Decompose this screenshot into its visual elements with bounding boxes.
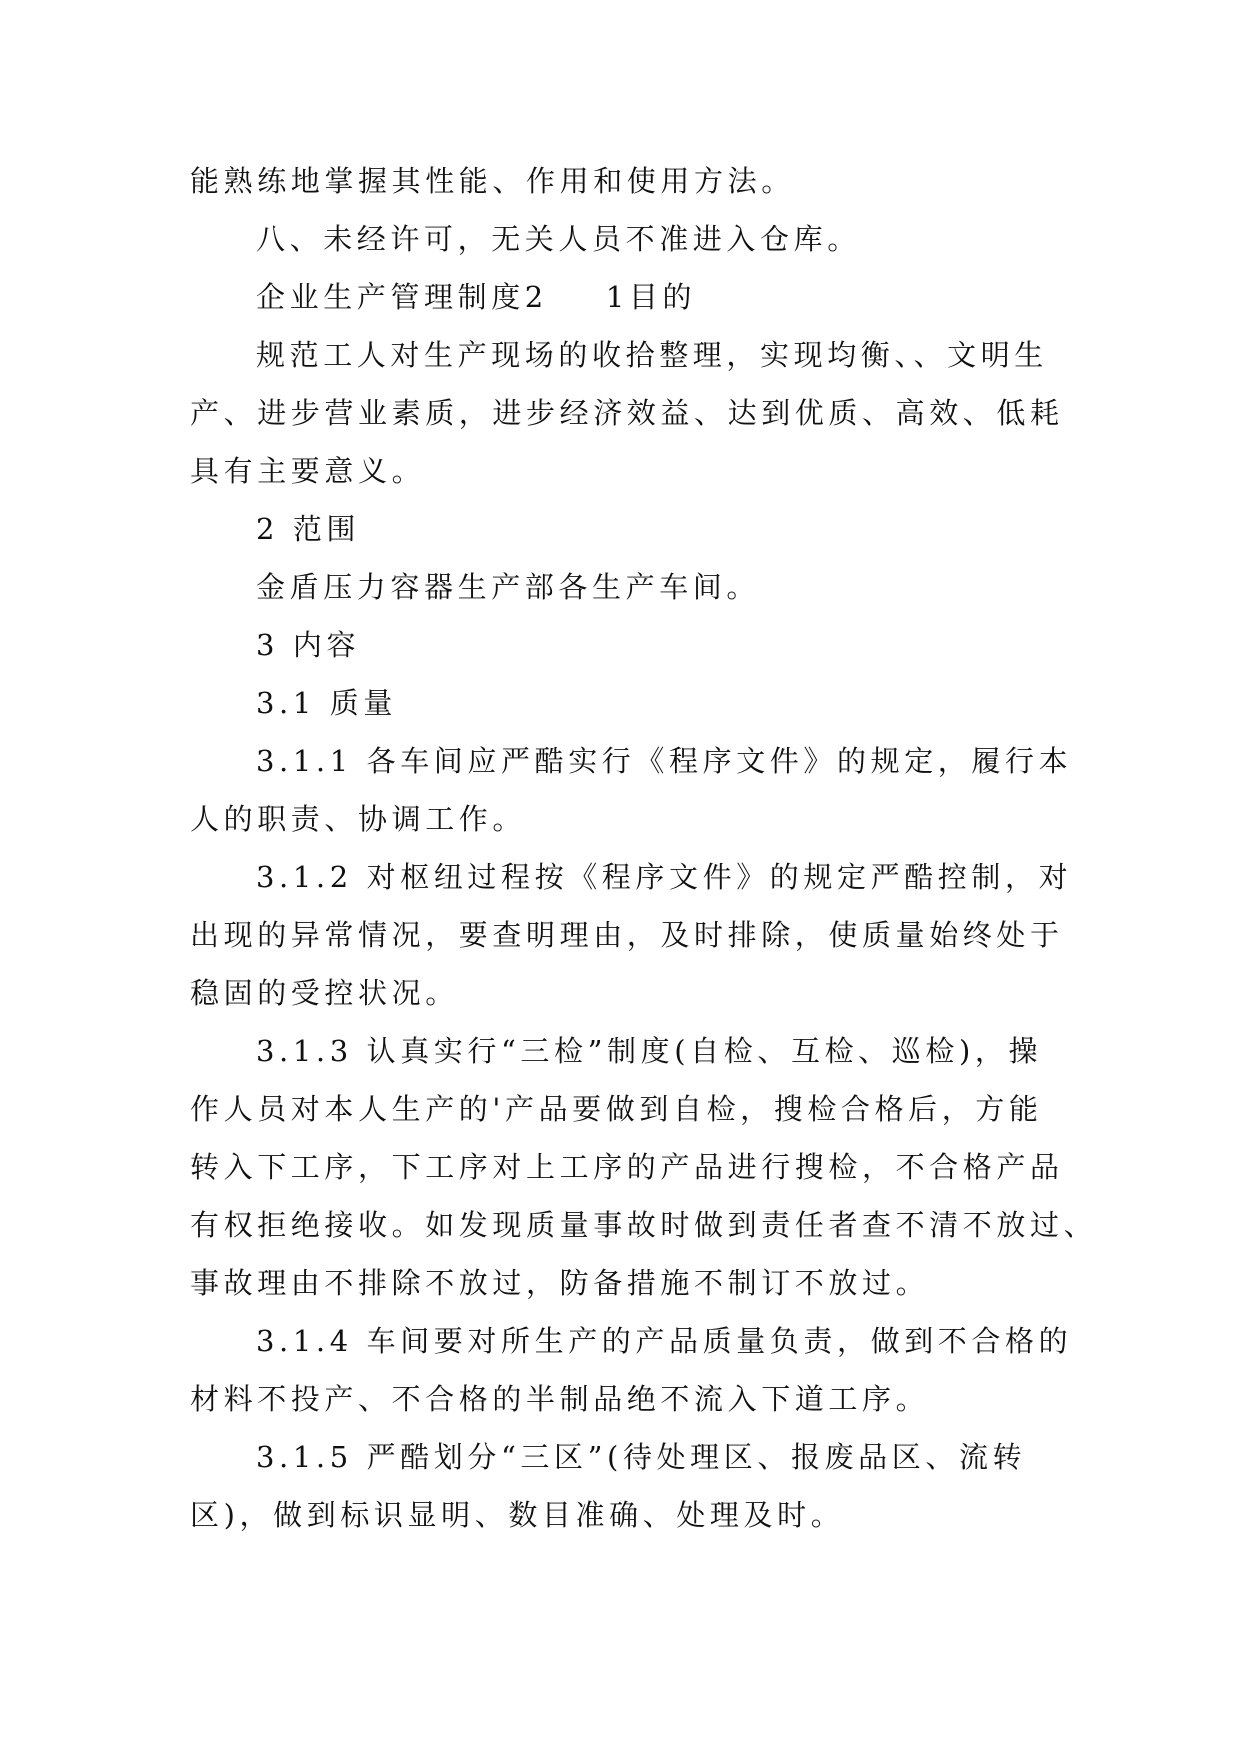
text-line: 3.1.2 对枢纽过程按《程序文件》的规定严酷控制，对 [256,860,1073,894]
text-line: 金盾压力容器生产部各生产车间。 [256,570,761,604]
heading-purpose: 1目的 [605,280,697,314]
text-line: 有权拒绝接收。如发现质量事故时做到责任者查不清不放过、 [190,1208,1098,1242]
text-line: 材料不投产、不合格的半制品绝不流入下道工序。 [190,1382,930,1416]
text-line: 人的职责、协调工作。 [190,802,527,836]
document-title: 企业生产管理制度2 [256,280,548,314]
text-line: 3.1.4 车间要对所生产的产品质量负责，做到不合格的 [256,1324,1073,1358]
text-line: 3.1.1 各车间应严酷实行《程序文件》的规定，履行本 [256,744,1073,778]
text-line: 事故理由不排除不放过，防备措施不制订不放过。 [190,1266,930,1300]
text-line: 3.1.5 严酷划分“三区”(待处理区、报废品区、流转 [256,1440,1027,1474]
section-heading: 3.1 质量 [256,686,397,720]
text-line: 稳固的受控状况。 [190,976,459,1010]
section-heading [190,268,1060,326]
text-line: 区)，做到标识显明、数目准确、处理及时。 [190,1498,845,1532]
text-line: 能熟练地掌握其性能、作用和使用方法。 [190,164,795,198]
text-line: 八、未经许可，无关人员不准进入仓库。 [256,222,861,256]
text-line: 出现的异常情况，要查明理由，及时排除，使质量始终处于 [190,918,1064,952]
text-line: 3.1.3 认真实行“三检”制度(自检、互检、巡检)，操 [256,1034,1043,1068]
text-line: 转入下工序，下工序对上工序的产品进行搜检，不合格产品 [190,1150,1064,1184]
section-heading: 2 范围 [256,512,361,546]
text-line: 规范工人对生产现场的收拾整理，实现均衡、、文明生 [256,338,1048,372]
section-heading: 3 内容 [256,628,361,662]
document-body [190,152,1098,1544]
text-line: 产、进步营业素质，进步经济效益、达到优质、高效、低耗 [190,396,1064,430]
text-line: 作人员对本人生产的'产品要做到自检，搜检合格后，方能 [190,1092,1043,1126]
text-line: 具有主要意义。 [190,454,426,488]
